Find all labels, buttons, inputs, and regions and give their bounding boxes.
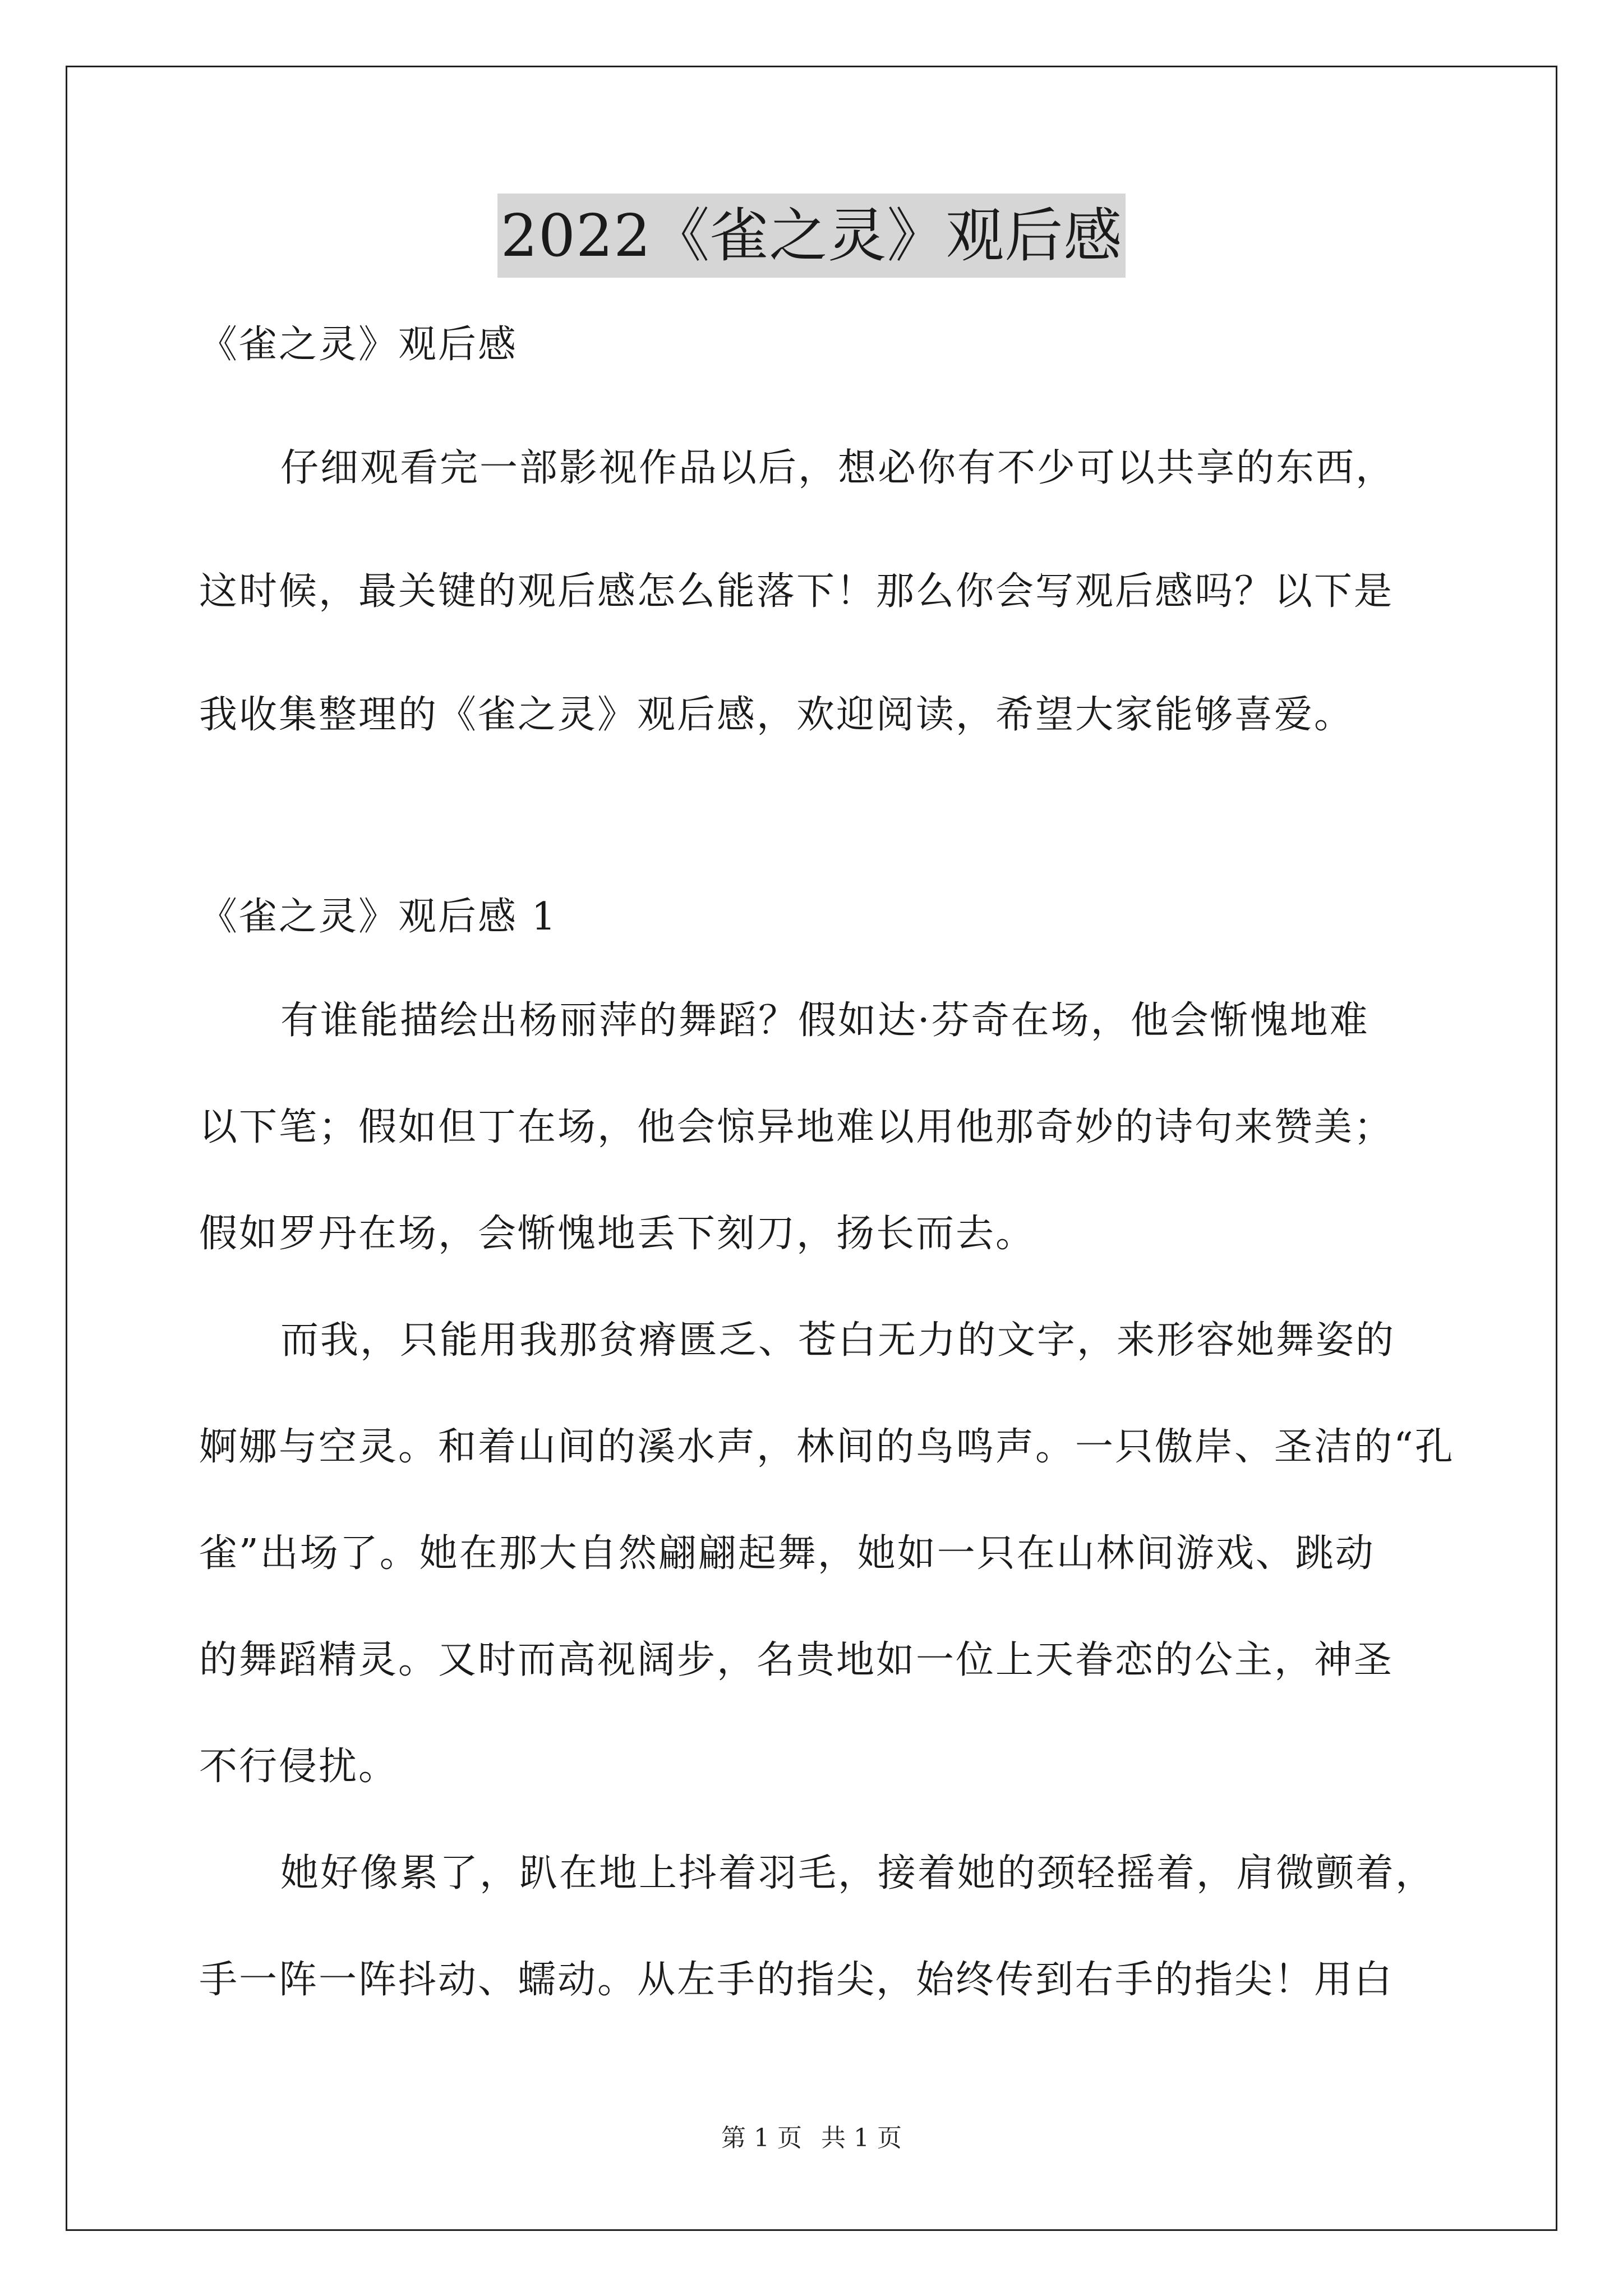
- intro-line-3: 我收集整理的《雀之灵》观后感，欢迎阅读，希望大家能够喜爱。: [199, 693, 1354, 737]
- intro-line-2: 这时候，最关键的观后感怎么能落下！那么你会写观后感吗？以下是: [199, 569, 1394, 614]
- title-container: [0, 194, 1623, 278]
- para2-line-3: 雀”出场了。她在那大自然翩翩起舞，她如一只在山林间游戏、跳动: [199, 1531, 1375, 1576]
- intro-line-1: 仔细观看完一部影视作品以后，想必你有不少可以共享的东西，: [280, 446, 1396, 490]
- para2-line-2: 婀娜与空灵。和着山间的溪水声，林间的鸟鸣声。一只傲岸、圣洁的“孔: [199, 1425, 1455, 1469]
- page-footer: [0, 2122, 1623, 2155]
- intro-heading: 《雀之灵》观后感: [199, 323, 518, 367]
- para2-line-1: 而我，只能用我那贫瘠匮乏、苍白无力的文字，来形容她舞姿的: [280, 1318, 1396, 1363]
- section1-heading: 《雀之灵》观后感 1: [199, 895, 557, 939]
- para3-line-2: 手一阵一阵抖动、蠕动。从左手的指尖，始终传到右手的指尖！用白: [199, 1958, 1394, 2002]
- para2-line-5: 不行侵扰。: [199, 1745, 399, 1789]
- page-total: 共 1 页: [821, 2124, 902, 2152]
- para1-line-2: 以下笔；假如但丁在场，他会惊异地难以用他那奇妙的诗句来赞美；: [199, 1105, 1394, 1149]
- page-number: 第 1 页: [721, 2124, 802, 2152]
- para1-line-1: 有谁能描绘出杨丽萍的舞蹈？假如达·芬奇在场，他会惭愧地难: [280, 999, 1370, 1043]
- document-title: 2022《雀之灵》观后感: [497, 194, 1126, 278]
- para2-line-4: 的舞蹈精灵。又时而高视阔步，名贵地如一位上天眷恋的公主，神圣: [199, 1638, 1394, 1682]
- para1-line-3: 假如罗丹在场，会惭愧地丢下刻刀，扬长而去。: [199, 1212, 1036, 1256]
- para3-line-1: 她好像累了，趴在地上抖着羽毛，接着她的颈轻摇着，肩微颤着，: [280, 1851, 1436, 1895]
